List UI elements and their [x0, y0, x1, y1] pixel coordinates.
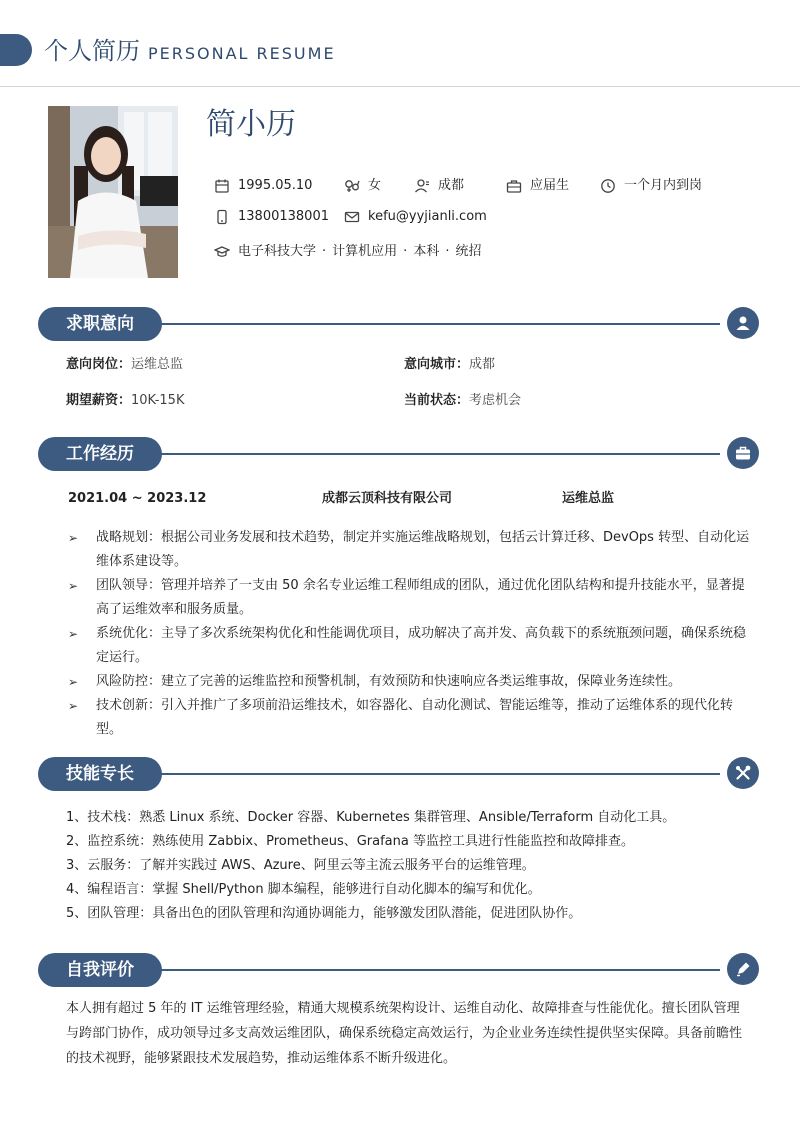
info-birth [214, 176, 312, 196]
section-divider [150, 969, 720, 971]
info-status [506, 176, 569, 196]
status-value: 应届生 [530, 178, 570, 193]
self-evaluation-text: 本人拥有超过 5 年的 IT 运维管理经验，精通大规模系统架构设计、运维自动化、故障排查与性能优化。擅长团队管理与跨部门协作，成功领导过多支高效运维团队，确保系统稳定高效运行，为企业业务连续性提供坚实保障。具备前瞻性的技术视野，能够紧跟技术发展趋势，推动运维体系不断升级进化。 [66, 1001, 743, 1066]
intent-label: 期望薪资： [66, 393, 132, 408]
calendar-icon [214, 178, 230, 194]
section-title-self: 自我评价 [38, 953, 162, 987]
info-phone [214, 207, 329, 227]
job-role: 运维总监 [562, 491, 615, 506]
briefcase-icon [506, 178, 522, 194]
pen-icon [734, 960, 752, 978]
list-item: ➢ 系统优化：主导了多次系统架构优化和性能调优项目，成功解决了高并发、高负载下的系统瓶颈问题，确保系统稳定运行。 [66, 622, 750, 670]
intent-label: 当前状态： [404, 393, 470, 408]
section-title-skills: 技能专长 [38, 757, 162, 791]
header-accent-pill [0, 34, 32, 66]
section-icon-skills [727, 757, 759, 789]
candidate-name: 简小历 [206, 107, 296, 142]
birth-value: 1995.05.10 [238, 178, 313, 193]
clock-icon [600, 178, 616, 194]
intent-value: 考虑机会 [469, 393, 522, 408]
section-icon-work [727, 437, 759, 469]
list-item: 5、团队管理：具备出色的团队管理和沟通协调能力，能够激发团队潜能，促进团队协作。 [66, 906, 582, 921]
header-divider [0, 86, 800, 87]
intent-salary [66, 391, 184, 411]
user-icon [734, 314, 752, 332]
page-title-text: 个人简历 [44, 37, 140, 65]
list-item: 4、编程语言：掌握 Shell/Python 脚本编程，能够进行自动化脚本的编写和优化。 [66, 882, 541, 897]
graduation-cap-icon [214, 244, 230, 260]
email-value: kefu@yyjianli.com [368, 209, 487, 224]
section-divider [150, 323, 720, 325]
intent-label: 意向岗位： [66, 357, 132, 372]
intent-position [66, 355, 183, 375]
list-item: ➢ 团队领导：管理并培养了一支由 50 余名专业运维工程师组成的团队，通过优化团队结构和提升技能水平，显著提高了运维效率和服务质量。 [66, 574, 750, 622]
profile-photo [48, 106, 178, 278]
briefcase-icon [734, 444, 752, 462]
list-item: 3、云服务：了解并实践过 AWS、Azure、阿里云等主流云服务平台的运维管理。 [66, 858, 535, 873]
intent-value: 10K-15K [131, 393, 185, 408]
intent-value: 成都 [469, 357, 496, 372]
separator: · [403, 244, 408, 259]
school-value: 电子科技大学 [238, 244, 317, 259]
enroll-type-value: 统招 [455, 244, 482, 259]
mail-icon [344, 209, 360, 225]
list-item: 1、技术栈：熟悉 Linux 系统、Docker 容器、Kubernetes 集群管理、Ansible/Terraform 自动化工具。 [66, 810, 676, 825]
availability-value: 一个月内到岗 [624, 178, 703, 193]
info-email [344, 207, 487, 227]
info-education [214, 242, 481, 262]
gender-icon [344, 178, 360, 194]
list-item: ➢ 战略规划：根据公司业务发展和技术趋势，制定并实施运维战略规划，包括云计算迁移、DevOps 转型、自动化运维体系建设等。 [66, 526, 750, 574]
intent-value: 运维总监 [131, 357, 184, 372]
major-value: 计算机应用 [332, 244, 398, 259]
section-divider [150, 453, 720, 455]
list-item: 2、监控系统：熟练使用 Zabbix、Prometheus、Grafana 等监控工具进行性能监控和故障排查。 [66, 834, 634, 849]
intent-state [404, 391, 521, 411]
intent-label: 意向城市： [404, 357, 470, 372]
person-icon [414, 178, 430, 194]
info-city [414, 176, 464, 196]
intent-city [404, 355, 495, 375]
city-value: 成都 [438, 178, 465, 193]
separator: · [322, 244, 327, 259]
degree-value: 本科 [413, 244, 440, 259]
separator: · [445, 244, 450, 259]
page-title [44, 34, 336, 71]
list-item: ➢ 技术创新：引入并推广了多项前沿运维技术，如容器化、自动化测试、智能运维等，推动了运维体系的现代化转型。 [66, 694, 750, 742]
list-item: ➢ 风险防控：建立了完善的运维监控和预警机制，有效预防和快速响应各类运维事故，保障业务连续性。 [66, 670, 750, 694]
phone-icon [214, 209, 230, 225]
job-company: 成都云顶科技有限公司 [322, 491, 453, 506]
section-icon-self [727, 953, 759, 985]
job-period: 2021.04 ~ 2023.12 [68, 491, 207, 506]
job-duties-list [66, 526, 750, 742]
info-gender [344, 176, 381, 196]
section-divider [150, 773, 720, 775]
info-availability [600, 176, 702, 196]
tools-icon [734, 764, 752, 782]
page-subtitle: PERSONAL RESUME [148, 44, 336, 63]
section-title-intent: 求职意向 [38, 307, 162, 341]
section-icon-intent [727, 307, 759, 339]
gender-value: 女 [368, 178, 382, 193]
phone-value: 13800138001 [238, 209, 329, 224]
skills-list [66, 806, 756, 926]
section-title-work: 工作经历 [38, 437, 162, 471]
